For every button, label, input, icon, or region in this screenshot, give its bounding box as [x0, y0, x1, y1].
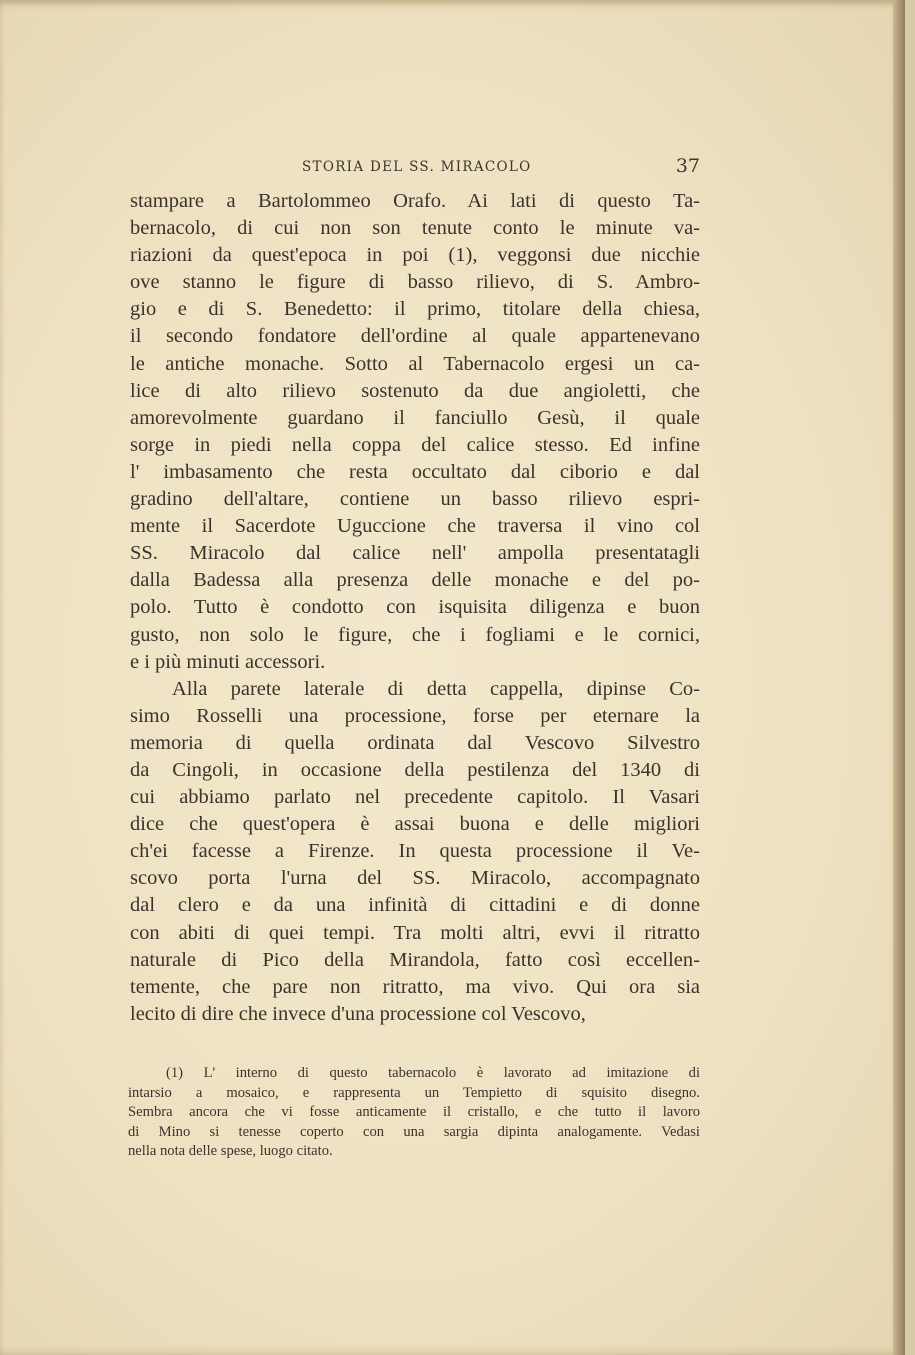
text-line: gio e di S. Benedetto: il primo, titolare della chiesa,	[130, 298, 700, 321]
text-line: sorge in piedi nella coppa del calice stesso. Ed infine	[130, 433, 700, 456]
text-line: scovo porta l'urna del SS. Miracolo, accompagnato	[130, 867, 700, 890]
page-header	[130, 157, 700, 181]
text-line: temente, che pare non ritratto, ma vivo. Qui ora sia	[130, 975, 700, 998]
text-line: da Cingoli, in occasione della pestilenza del 1340 di	[130, 758, 700, 781]
text-line: naturale di Pico della Mirandola, fatto così eccellen-	[130, 948, 700, 971]
text-line: dal clero e da una infinità di cittadini e di donne	[130, 894, 700, 917]
footnote-line: intarsio a mosaico, e rappresenta un Tempietto di squisito disegno.	[128, 1084, 700, 1101]
footnote	[128, 1064, 700, 1162]
text-line: l' imbasamento che resta occultato dal ciborio e dal	[130, 460, 700, 483]
text-line: il secondo fondatore dell'ordine al quale appartenevano	[130, 325, 700, 348]
footnote-line: nella nota delle spese, luogo citato.	[128, 1143, 333, 1160]
text-line: e i più minuti accessori.	[130, 650, 326, 673]
text-line: riazioni da quest'epoca in poi (1), veggonsi due nicchie	[130, 244, 700, 267]
page-number: 37	[675, 155, 700, 177]
text-line: ove stanno le figure di basso rilievo, di S. Ambro-	[130, 271, 700, 294]
page-edge	[893, 0, 905, 1355]
text-line: polo. Tutto è condotto con isquisita diligenza e buon	[130, 596, 700, 619]
text-line: stampare a Bartolommeo Orafo. Ai lati di questo Ta-	[130, 190, 700, 212]
text-line: le antiche monache. Sotto al Tabernacolo ergesi un ca-	[130, 352, 700, 375]
text-line: gradino dell'altare, contiene un basso rilievo espri-	[130, 488, 700, 511]
text-line: gusto, non solo le figure, che i fogliami e le cornici,	[130, 623, 700, 646]
text-line: dice che quest'opera è assai buona e delle migliori	[130, 813, 700, 836]
text-line: lice di alto rilievo sostenuto da due angioletti, che	[130, 379, 700, 402]
text-line: cui abbiamo parlato nel precedente capitolo. Il Vasari	[130, 786, 700, 809]
footnote-line: di Mino si tenesse coperto con una sargia dipinta analogamente. Vedasi	[128, 1123, 700, 1140]
text-line: ch'ei facesse a Firenze. In questa processione il Ve-	[130, 840, 700, 863]
footnote-line: (1) L' interno di questo tabernacolo è lavorato ad imitazione di	[166, 1065, 700, 1081]
text-line: memoria di quella ordinata dal Vescovo Silvestro	[130, 731, 700, 754]
text-line: dalla Badessa alla presenza delle monache e del po-	[130, 569, 700, 592]
text-line: con abiti di quei tempi. Tra molti altri, evvi il ritratto	[130, 921, 700, 944]
text-line: simo Rosselli una processione, forse per eternare la	[130, 704, 700, 727]
text-line: mente il Sacerdote Uguccione che traversa il vino col	[130, 515, 700, 538]
body-text	[130, 188, 700, 1028]
footnote-line: Sembra ancora che vi fosse anticamente il cristallo, e che tutto il lavoro	[128, 1104, 700, 1121]
running-title: STORIA DEL SS. MIRACOLO	[302, 159, 532, 175]
text-line: bernacolo, di cui non son tenute conto le minute va-	[130, 217, 700, 240]
text-line: lecito di dire che invece d'una processione col Vescovo,	[130, 1002, 586, 1025]
text-line: Alla parete laterale di detta cappella, dipinse Co-	[172, 677, 700, 700]
text-line: amorevolmente guardano il fanciullo Gesù, il quale	[130, 406, 700, 429]
text-line: SS. Miracolo dal calice nell' ampolla presentatagli	[130, 542, 700, 565]
